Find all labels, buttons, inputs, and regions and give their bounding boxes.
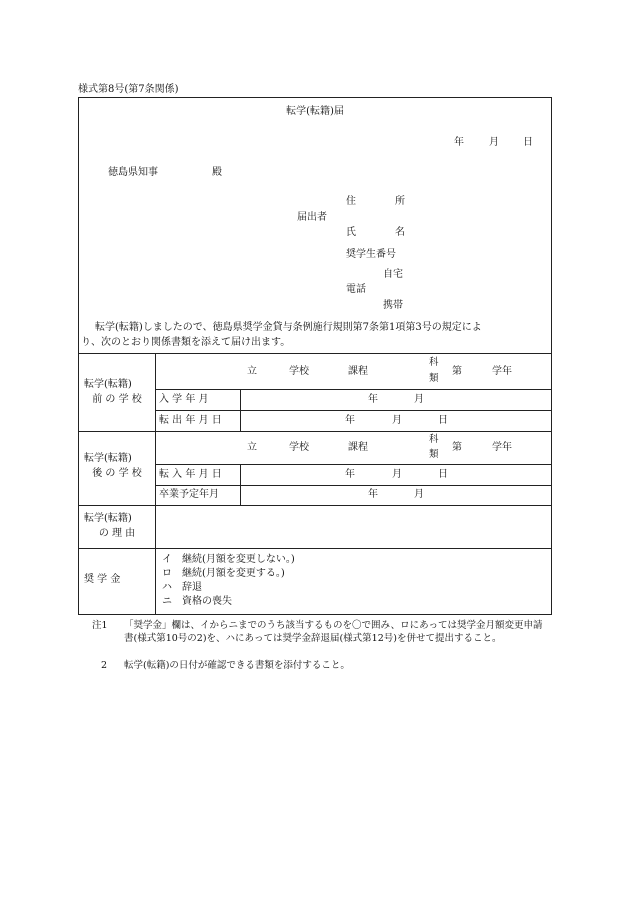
prev-katei: 課程 [348,366,368,377]
scholarship-option-decline: ハ 辞退 [162,582,202,593]
next-katei: 課程 [348,442,368,453]
scholar-number-label: 奨学生番号 [346,249,396,260]
next-ka: 科 [429,434,439,445]
home-phone-label: 自宅 [383,269,403,280]
scholarship-label: 奨 学 金 [84,574,121,585]
prev-school-label-line-2: 前 の 学 校 [92,394,142,405]
mobile-phone-label: 携帯 [383,300,403,311]
prev-enroll-month: 月 [414,394,424,405]
addressee-honorific: 殿 [212,167,222,178]
next-grad-year: 年 [368,489,378,500]
table-top-border [78,353,552,354]
name-label-1: 氏 [346,227,356,238]
prev-enroll-year: 年 [368,394,378,405]
next-dai: 第 [452,442,462,453]
scholarship-option-continue-same: イ 継続(月額を変更しない。) [162,554,295,565]
note-1-label: 注1 [92,620,108,631]
notifier-label: 届出者 [297,212,327,223]
date-day: 日 [523,137,533,148]
prev-leave-day: 日 [438,415,448,426]
prev-school-label-line-1: 転学(転籍) [84,379,132,390]
addressee-name: 徳島県知事 [108,167,158,178]
body-line-2: り、次のとおり関係書類を添えて届け出ます。 [81,337,291,348]
next-transfer-year: 年 [345,469,355,480]
next-grad-label: 卒業予定年月 [159,489,219,500]
name-label-2: 名 [395,227,405,238]
reason-label [84,513,150,540]
next-school-label-line-1: 転学(転籍) [84,453,132,464]
form-number: 様式第8号(第7条関係) [78,84,179,95]
prev-ka: 科 [429,357,439,368]
prev-leave-label: 転 出 年 月 日 [159,415,222,426]
scholarship-option-continue-change: ロ 継続(月額を変更する。) [162,568,285,579]
date-month: 月 [489,137,499,148]
prev-ritsu: 立 [247,366,257,377]
prev-rui: 類 [429,373,439,384]
next-transfer-month: 月 [392,469,402,480]
body-line-1: 転学(転籍)しましたので、徳島県奨学金貸与条例施行規則第7条第1項第3号の規定によ [95,322,482,333]
date-year: 年 [454,137,464,148]
prev-school-label [84,379,150,406]
next-transfer-day: 日 [438,469,448,480]
address-label-2: 所 [395,196,405,207]
next-school-label-line-2: 後 の 学 校 [92,468,142,479]
prev-enroll-label: 入 学 年 月 [159,394,209,405]
note-1-text: 「奨学金」欄は、イからニまでのうち該当するものを〇で囲み、ロにあっては奨学金月額変更申請書(様式第10号の2)を、ハにあっては奨学金辞退届(様式第12号)を併せて提出すること。 [124,620,543,644]
next-gakunen: 学年 [492,442,512,453]
prev-leave-year: 年 [345,415,355,426]
next-rui: 類 [429,449,439,460]
next-grad-month: 月 [414,489,424,500]
scholarship-options [162,553,295,609]
prev-leave-month: 月 [392,415,402,426]
prev-gakunen: 学年 [492,366,512,377]
prev-gakko: 学校 [289,366,309,377]
scholarship-option-lose-eligibility: ニ 資格の喪失 [162,596,232,607]
note-2-text: 転学(転籍)の日付が確認できる書類を添付すること。 [124,660,350,671]
note-2-label: 2 [101,660,108,671]
form-title: 転学(転籍)届 [286,106,344,117]
reason-label-line-1: 転学(転籍) [84,513,132,524]
next-school-label [84,453,150,480]
address-label-1: 住 [346,196,356,207]
next-transfer-label: 転 入 年 月 日 [159,469,222,480]
next-gakko: 学校 [289,442,309,453]
phone-label: 電話 [346,284,366,295]
next-ritsu: 立 [247,442,257,453]
table-label-divider [155,353,156,615]
reason-label-line-2: の 理 由 [98,528,136,539]
prev-dai: 第 [452,366,462,377]
